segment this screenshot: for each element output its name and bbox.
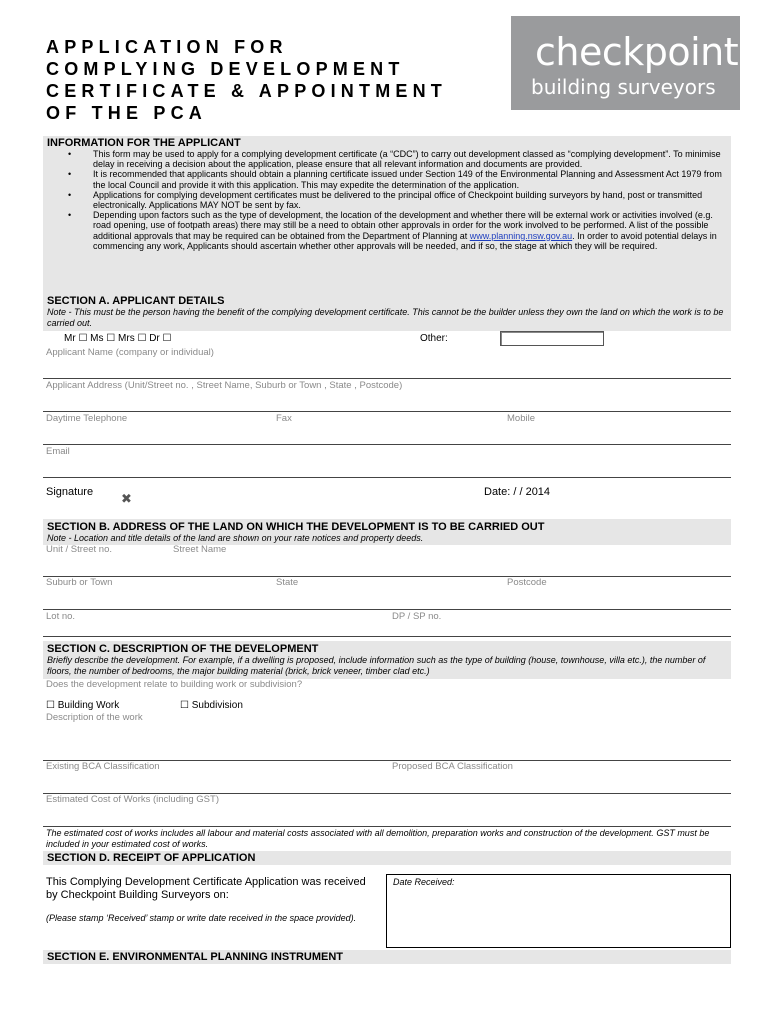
development-question: Does the development relate to building work or subdivision? [46, 679, 303, 690]
info-section [43, 136, 731, 308]
bullet-icon: • [68, 210, 72, 221]
info-bullet [43, 210, 731, 251]
date-received-label: Date Received: [393, 877, 455, 887]
fax-label: Fax [276, 413, 292, 424]
lot-field-row[interactable] [43, 636, 731, 637]
signature-label: Signature [46, 486, 94, 498]
postcode-label: Postcode [507, 577, 547, 588]
mobile-label: Mobile [507, 413, 535, 424]
section-c-heading: SECTION C. DESCRIPTION OF THE DEVELOPMENT [47, 643, 319, 655]
section-b-note: Note - Location and title details of the land are shown on your rate notices and property deeds. [47, 533, 424, 543]
phone-field-row[interactable] [43, 444, 731, 445]
street-field-row[interactable] [43, 576, 731, 577]
section-a-header [43, 294, 731, 331]
section-e-header [43, 950, 731, 964]
form-title [46, 36, 506, 124]
description-label: Description of the work [46, 712, 143, 723]
section-c-note: Briefly describe the development. For example, if a dwelling is proposed, include information such as the type of building (house, townhouse, villa etc.), the number of floors, the number of bedrooms, the major building material (brick, brick veneer, timber clad etc.) [47, 655, 706, 676]
title-line: OF THE PCA [46, 103, 208, 123]
section-a-note: Note - This must be the person having the benefit of the complying development certificate. This cannot be the builder unless they own the land on which the work is to be carried out. [47, 307, 724, 328]
section-a-heading: SECTION A. APPLICANT DETAILS [47, 295, 225, 307]
bullet-icon: • [68, 169, 72, 180]
email-field[interactable] [43, 477, 731, 478]
subdivision-checkbox[interactable]: ☐ Subdivision [180, 700, 243, 711]
applicant-name-label: Applicant Name (company or individual) [46, 347, 214, 358]
bullet-icon: • [68, 189, 72, 200]
bullet-icon: • [68, 149, 72, 159]
suburb-label: Suburb or Town [46, 577, 113, 588]
dp-label: DP / SP no. [392, 611, 442, 622]
bullet-text: This form may be used to apply for a complying development certificate (a “CDC”) to carry out development classed as “complying development”. To minimise delay in receiving a decision about the application, please ensure that all relevant information and documents are provided. [93, 149, 721, 170]
telephone-label: Daytime Telephone [46, 413, 128, 424]
info-bullet [43, 149, 731, 169]
signature-cross-icon[interactable]: ✖ [121, 491, 132, 506]
date-label[interactable]: Date: / / 2014 [484, 486, 551, 498]
receipt-text: This Complying Development Certificate Application was received by Checkpoint Building Surveyors on: [46, 876, 366, 901]
street-name-label: Street Name [173, 544, 227, 555]
section-e-heading: SECTION E. ENVIRONMENTAL PLANNING INSTRUMENT [47, 951, 343, 963]
state-label: State [276, 577, 299, 588]
logo-tagline: building surveyors [531, 75, 716, 99]
building-work-checkbox[interactable]: ☐ Building Work [46, 700, 120, 711]
title-line: CERTIFICATE & APPOINTMENT [46, 81, 447, 101]
stamp-note: (Please stamp ‘Received’ stamp or write date received in the space provided). [46, 913, 357, 923]
planning-link[interactable]: www.planning.nsw.gov.au [469, 230, 573, 241]
info-bullet [43, 169, 731, 189]
lot-label: Lot no. [46, 611, 76, 622]
info-bullet [43, 190, 731, 210]
suburb-field-row[interactable] [43, 609, 731, 610]
cost-label: Estimated Cost of Works (including GST) [46, 794, 219, 805]
title-line: APPLICATION FOR [46, 37, 288, 57]
other-title-input[interactable] [500, 331, 604, 346]
checkpoint-logo [511, 16, 740, 110]
bullet-text: Applications for complying development certificates must be delivered to the principal office of Checkpoint building surveyors by hand, post or transmitted electronically. Applications MAY NOT be sent by fax. [93, 189, 703, 211]
logo-wordmark: checkpoint [535, 30, 739, 74]
title-line: COMPLYING DEVELOPMENT [46, 59, 405, 79]
applicant-address-label: Applicant Address (Unit/Street no. , Street Name, Suburb or Town , State , Postcode) [46, 380, 403, 391]
cost-field[interactable] [43, 826, 731, 827]
title-checkboxes[interactable]: Mr ☐ Ms ☐ Mrs ☐ Dr ☐ [64, 333, 172, 344]
proposed-bca-label: Proposed BCA Classification [392, 761, 513, 772]
bullet-text-tail: . In order to avoid potential delays in commencing any work, Applicants should ascertain whether other approvals will be needed, and if so, the stage at which they will be required. [93, 230, 717, 251]
section-b-heading: SECTION B. ADDRESS OF THE LAND ON WHICH THE DEVELOPMENT IS TO BE CARRIED OUT [47, 521, 545, 533]
existing-bca-label: Existing BCA Classification [46, 761, 160, 772]
section-d-heading: SECTION D. RECEIPT OF APPLICATION [47, 852, 256, 864]
info-bullet-list [43, 149, 731, 251]
info-heading: INFORMATION FOR THE APPLICANT [47, 137, 241, 149]
section-d-header [43, 851, 731, 865]
applicant-name-field[interactable] [43, 378, 731, 379]
applicant-address-field[interactable] [43, 411, 731, 412]
unit-label: Unit / Street no. [46, 544, 113, 555]
section-b-header [43, 519, 731, 545]
section-c-header [43, 641, 731, 679]
bullet-text: It is recommended that applicants should obtain a planning certificate issued under Section 149 of the Environmental Planning and Assessment Act 1979 from the local Council and provide it with this application. This may expedite the determination of the application. [93, 169, 722, 190]
date-received-box[interactable] [386, 874, 731, 948]
email-label: Email [46, 446, 70, 457]
bullet-text: Depending upon factors such as the type of development, the location of the development and whether there will be external work or activities involved (e.g. road opening, use of footpath areas) there may still be a need to obtain other approvals in order for the work involved to be performed. A list of the possible additional approvals that may be required can be obtained from the Department of Planning at [93, 210, 713, 241]
cost-note: The estimated cost of works includes all labour and material costs associated with all demolition, preparation works and construction of the development. GST must be included in your estimated cost of works. [46, 828, 710, 849]
other-label: Other: [420, 333, 448, 344]
